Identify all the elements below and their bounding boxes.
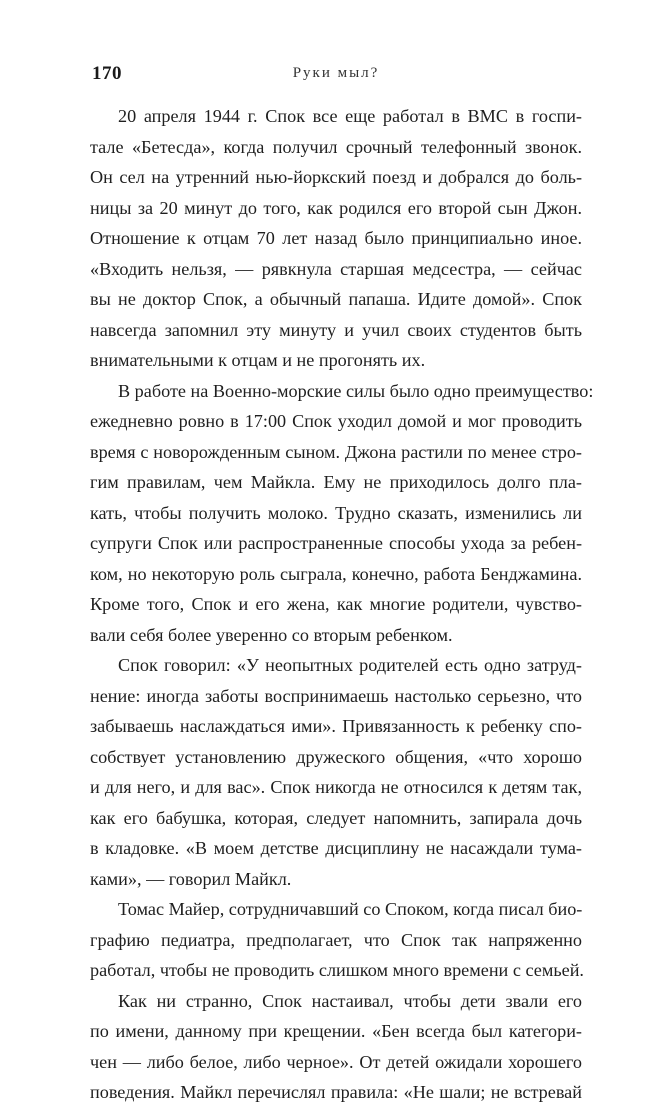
text-line: ком, но некоторую роль сыграла, конечно, работа Бенджамина. <box>90 563 582 584</box>
text-line: как его бабушка, которая, следует напомнить, запирала дочь <box>90 807 582 828</box>
text-line: забываешь наслаждаться ими». Привязанность к ребенку спо- <box>90 716 582 736</box>
page-header <box>90 63 582 87</box>
text-line: Томас Майер, сотрудничавший со Споком, когда писал био- <box>118 899 583 919</box>
text-line: графию педиатра, предполагает, что Спок так напряженно <box>90 929 582 950</box>
paragraph <box>90 650 582 894</box>
text-line: кать, чтобы получить молоко. Трудно сказать, изменились ли <box>90 502 582 523</box>
text-line: поведения. Майкл перечислял правила: «Не шали; не встревай <box>90 1082 582 1102</box>
text-line: в кладовке. «В моем детстве дисциплину не насаждали тума- <box>90 838 582 858</box>
body-text <box>90 101 594 1108</box>
text-line: тале «Бетесда», когда получил срочный телефонный звонок. <box>90 136 582 157</box>
paragraph <box>90 101 582 376</box>
paragraph <box>90 986 582 1108</box>
text-line: навсегда запомнил эту минуту и учил своих студентов быть <box>90 319 582 340</box>
text-line: вали себя более уверенно со вторым ребенком. <box>90 624 453 645</box>
text-line: чен — либо белое, либо черное». От детей ожидали хорошего <box>90 1051 582 1072</box>
text-line: ками», — говорил Майкл. <box>90 868 292 889</box>
text-line: нение: иногда заботы воспринимаешь настолько серьезно, что <box>90 685 582 706</box>
page-number: 170 <box>92 63 122 84</box>
text-line: Он сел на утренний нью-йоркский поезд и добрался до боль- <box>90 167 582 187</box>
text-line: работал, чтобы не проводить слишком много времени с семьей. <box>90 960 584 980</box>
text-line: и для него, и для вас». Спок никогда не относился к детям так, <box>90 777 582 797</box>
text-line: ницы за 20 минут до того, как родился его второй сын Джон. <box>90 197 582 218</box>
text-line: собствует установлению дружеского общения, «что хорошо <box>90 746 582 767</box>
text-line: Спок говорил: «У неопытных родителей есть одно затруд- <box>118 655 582 675</box>
text-line: Отношение к отцам 70 лет назад было принципиально иное. <box>90 228 582 248</box>
running-title: Руки мыл? <box>292 65 380 81</box>
text-line: В работе на Военно-морские силы было одно преимущество: <box>118 380 594 401</box>
text-line: супруги Спок или распространенные способы ухода за ребен- <box>90 533 582 553</box>
paragraph <box>90 894 582 986</box>
text-line: вы не доктор Спок, а обычный папаша. Идите домой». Спок <box>90 289 582 309</box>
text-line: по имени, данному при крещении. «Бен всегда был категори- <box>90 1021 582 1041</box>
text-line: ежедневно ровно в 17:00 Спок уходил домой и мог проводить <box>90 411 582 431</box>
text-line: гим правилам, чем Майкла. Ему не приходилось долго пла- <box>90 472 582 492</box>
text-line: 20 апреля 1944 г. Спок все еще работал в ВМС в госпи- <box>118 106 582 126</box>
paragraph <box>90 376 594 651</box>
text-line: Как ни странно, Спок настаивал, чтобы дети звали его <box>118 990 582 1011</box>
text-line: время с новорожденным сыном. Джона растили по менее стро- <box>90 441 582 462</box>
text-line: «Входить нельзя, — рявкнула старшая медсестра, — сейчас <box>90 258 582 279</box>
text-line: внимательными к отцам и не прогонять их. <box>90 350 426 370</box>
text-line: Кроме того, Спок и его жена, как многие родители, чувство- <box>90 594 582 614</box>
